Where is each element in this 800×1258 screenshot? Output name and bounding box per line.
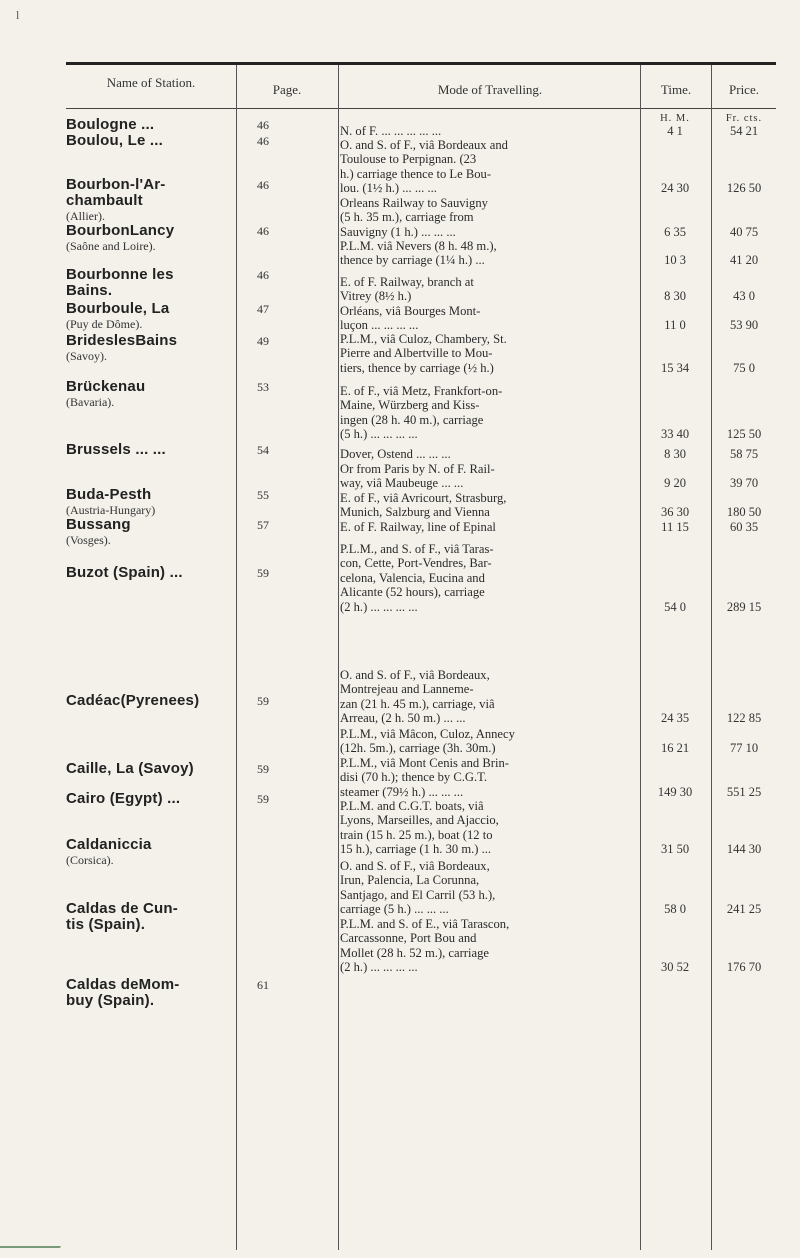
route-price: 551 25 bbox=[726, 784, 762, 799]
station-name: Bourboule, La bbox=[66, 300, 170, 317]
route-line: Alicante (52 hours), carriage bbox=[340, 585, 485, 600]
route-time: 4 1 bbox=[667, 124, 683, 138]
route-line: luçon ... ... ... ... bbox=[340, 318, 419, 333]
route-time: 11 15 bbox=[661, 520, 689, 534]
route-description bbox=[340, 917, 640, 975]
route-description bbox=[340, 668, 640, 726]
station-entry bbox=[66, 133, 163, 149]
route-price: 122 85 bbox=[726, 711, 762, 726]
header-page: Page. bbox=[272, 82, 302, 97]
page-number: 54 bbox=[257, 443, 269, 457]
route-line: (12h. 5m.), carriage (3h. 30m.) bbox=[340, 741, 496, 756]
station-entry bbox=[66, 267, 174, 299]
route-price: 39 70 bbox=[729, 476, 759, 491]
route-line: Maine, Würzberg and Kiss- bbox=[340, 398, 480, 413]
route-line: ingen (28 h. 40 m.), carriage bbox=[340, 412, 484, 427]
route-time: 24 30 bbox=[660, 181, 690, 196]
station-name: Cairo (Egypt) ... bbox=[66, 790, 181, 807]
route-description bbox=[340, 124, 640, 138]
station-entry bbox=[66, 117, 154, 133]
route-description bbox=[340, 196, 640, 239]
route-price: 125 50 bbox=[726, 427, 762, 442]
route-time: 8 30 bbox=[664, 447, 686, 461]
station-name-cont: Bains. bbox=[66, 282, 113, 299]
column-divider bbox=[338, 65, 339, 1250]
route-line: Carcassonne, Port Bou and bbox=[340, 931, 477, 946]
route-line: E. of F. Railway, branch at bbox=[340, 275, 474, 289]
route-price: 58 75 bbox=[729, 447, 759, 461]
route-line: Irun, Palencia, La Corunna, bbox=[340, 873, 480, 888]
page-number: 46 bbox=[257, 268, 269, 282]
route-price: 126 50 bbox=[726, 181, 762, 196]
route-line: O. and S. of F., viâ Bordeaux, bbox=[340, 668, 490, 682]
route-line: Montrejeau and Lanneme- bbox=[340, 682, 474, 697]
route-line: Mollet (28 h. 52 m.), carriage bbox=[340, 945, 489, 960]
station-region: (Bavaria). bbox=[66, 395, 115, 409]
station-name-cont: tis (Spain). bbox=[66, 916, 146, 933]
route-description bbox=[340, 304, 640, 333]
page-number: 61 bbox=[257, 978, 269, 992]
station-entry bbox=[66, 442, 166, 458]
route-line: (2 h.) ... ... ... ... bbox=[340, 960, 418, 975]
route-description bbox=[340, 799, 640, 857]
station-entry bbox=[66, 693, 199, 709]
route-line: (5 h. 35 m.), carriage from bbox=[340, 210, 474, 225]
station-entry bbox=[66, 379, 145, 409]
station-name-cont: chambault bbox=[66, 192, 143, 209]
route-price: 75 0 bbox=[733, 360, 755, 375]
route-line: zan (21 h. 45 m.), carriage, viâ bbox=[340, 696, 495, 711]
station-entry bbox=[66, 977, 179, 1009]
route-line: train (15 h. 25 m.), boat (12 to bbox=[340, 827, 493, 842]
station-name: Caldas de Cun- bbox=[66, 900, 178, 917]
route-line: E. of F., viâ Metz, Frankfort-on- bbox=[340, 384, 503, 398]
route-description bbox=[340, 520, 640, 534]
route-line: Munich, Salzburg and Vienna bbox=[340, 505, 490, 520]
station-entry bbox=[66, 487, 155, 517]
station-entry bbox=[66, 301, 169, 331]
route-line: Or from Paris by N. of F. Rail- bbox=[340, 462, 495, 476]
route-line: E. of F. Railway, line of Epinal bbox=[340, 520, 496, 534]
station-name: Brussels ... ... bbox=[66, 441, 166, 458]
station-name-cont: buy (Spain). bbox=[66, 992, 155, 1009]
route-line: disi (70 h.); thence by C.G.T. bbox=[340, 770, 488, 785]
station-name: BrideslesBains bbox=[66, 332, 178, 349]
station-entry bbox=[66, 837, 152, 867]
route-line: Lyons, Marseilles, and Ajaccio, bbox=[340, 813, 499, 828]
route-time: 149 30 bbox=[657, 784, 693, 799]
route-price: 54 21 bbox=[729, 124, 759, 138]
route-time: 10 3 bbox=[664, 253, 686, 268]
route-line: h.) carriage thence to Le Bou- bbox=[340, 166, 492, 181]
route-line: carriage (5 h.) ... ... ... bbox=[340, 902, 449, 917]
route-line: thence by carriage (1¼ h.) ... bbox=[340, 253, 485, 268]
station-name: Bourbonne les bbox=[66, 266, 174, 283]
route-description bbox=[340, 859, 640, 917]
station-name: Caldaniccia bbox=[66, 836, 152, 853]
route-price: 60 35 bbox=[729, 520, 759, 534]
station-entry bbox=[66, 791, 180, 807]
route-description bbox=[340, 542, 640, 614]
route-time: 16 21 bbox=[660, 741, 690, 756]
route-line: O. and S. of F., viâ Bordeaux, bbox=[340, 859, 490, 873]
station-entry bbox=[66, 901, 178, 933]
route-line: con, Cette, Port-Vendres, Bar- bbox=[340, 556, 492, 571]
route-price: 41 20 bbox=[729, 253, 759, 268]
station-region: (Vosges). bbox=[66, 533, 111, 547]
route-line: P.L.M., viâ Mâcon, Culoz, Annecy bbox=[340, 727, 515, 741]
route-description bbox=[340, 275, 640, 304]
route-time: 24 35 bbox=[660, 711, 690, 726]
route-line: (5 h.) ... ... ... ... bbox=[340, 427, 418, 442]
station-entry bbox=[66, 223, 174, 253]
header-rule bbox=[66, 108, 776, 109]
route-price: 77 10 bbox=[729, 741, 759, 756]
route-line: lou. (1½ h.) ... ... ... bbox=[340, 181, 437, 196]
page-number: 49 bbox=[257, 334, 269, 348]
route-price: 289 15 bbox=[726, 599, 762, 614]
route-description bbox=[340, 332, 640, 375]
route-time: 8 30 bbox=[664, 289, 686, 304]
station-region: (Allier). bbox=[66, 209, 105, 223]
page-number: 46 bbox=[257, 118, 269, 132]
route-line: P.L.M., and S. of F., viâ Taras- bbox=[340, 542, 494, 556]
page-number: 46 bbox=[257, 134, 269, 148]
route-line: steamer (79½ h.) ... ... ... bbox=[340, 784, 464, 799]
header-price: Price. bbox=[729, 82, 759, 97]
station-name: Cadéac(Pyrenees) bbox=[66, 692, 200, 709]
station-region: (Austria-Hungary) bbox=[66, 503, 156, 517]
route-time: 9 20 bbox=[664, 476, 686, 491]
page-marker: l bbox=[16, 8, 20, 22]
route-line: P.L.M. viâ Nevers (8 h. 48 m.), bbox=[340, 239, 497, 253]
route-time: 11 0 bbox=[664, 318, 686, 333]
station-entry bbox=[66, 761, 194, 777]
price-unit: Fr. cts. bbox=[725, 113, 763, 124]
page-number: 59 bbox=[257, 694, 269, 708]
route-description bbox=[340, 462, 640, 491]
page-number: 55 bbox=[257, 488, 269, 502]
route-description bbox=[340, 239, 640, 268]
column-divider bbox=[236, 65, 237, 1250]
page-number: 46 bbox=[257, 224, 269, 238]
route-line: N. of F. ... ... ... ... ... bbox=[340, 124, 442, 138]
station-name: Buzot (Spain) ... bbox=[66, 564, 183, 581]
station-name: Caille, La (Savoy) bbox=[66, 760, 194, 777]
column-divider bbox=[640, 65, 641, 1250]
page-number: 59 bbox=[257, 762, 269, 776]
route-description bbox=[340, 756, 640, 799]
route-price: 176 70 bbox=[726, 960, 762, 975]
route-line: P.L.M., viâ Mont Cenis and Brin- bbox=[340, 756, 509, 770]
route-time: 15 34 bbox=[660, 360, 690, 375]
route-line: P.L.M. and C.G.T. boats, viâ bbox=[340, 799, 484, 813]
route-time: 6 35 bbox=[664, 224, 686, 239]
route-time: 31 50 bbox=[660, 842, 690, 857]
station-region: (Corsica). bbox=[66, 853, 114, 867]
page-number: 59 bbox=[257, 792, 269, 806]
page-number: 46 bbox=[257, 178, 269, 192]
route-description bbox=[340, 384, 640, 442]
page-number: 47 bbox=[257, 302, 269, 316]
station-entry bbox=[66, 177, 165, 223]
station-name: Bourbon-l'Ar- bbox=[66, 176, 166, 193]
page-number: 59 bbox=[257, 566, 269, 580]
route-time: 36 30 bbox=[660, 505, 690, 520]
route-description bbox=[340, 138, 640, 196]
route-line: Vitrey (8½ h.) bbox=[340, 289, 412, 304]
header-mode: Mode of Travelling. bbox=[437, 82, 543, 97]
route-line: Toulouse to Perpignan. (23 bbox=[340, 152, 477, 167]
top-rule bbox=[66, 62, 776, 65]
header-station: Name of Station. bbox=[106, 75, 196, 90]
route-line: Pierre and Albertville to Mou- bbox=[340, 346, 493, 361]
route-time: 30 52 bbox=[660, 960, 690, 975]
station-region: (Puy de Dôme). bbox=[66, 317, 143, 331]
station-name: Buda-Pesth bbox=[66, 486, 152, 503]
station-name: Boulou, Le ... bbox=[66, 132, 163, 149]
route-line: way, viâ Maubeuge ... ... bbox=[340, 476, 464, 491]
route-line: (2 h.) ... ... ... ... bbox=[340, 599, 418, 614]
route-time: 54 0 bbox=[664, 599, 686, 614]
route-line: Santjago, and El Carril (53 h.), bbox=[340, 887, 496, 902]
route-line: Dover, Ostend ... ... ... bbox=[340, 447, 451, 461]
page-number: 53 bbox=[257, 380, 269, 394]
station-region: (Saône and Loire). bbox=[66, 239, 156, 253]
route-line: Orleans Railway to Sauvigny bbox=[340, 196, 488, 210]
route-price: 40 75 bbox=[729, 224, 759, 239]
route-price: 241 25 bbox=[726, 902, 762, 917]
station-region: (Savoy). bbox=[66, 349, 107, 363]
station-entry bbox=[66, 517, 131, 547]
route-description bbox=[340, 491, 640, 520]
column-divider bbox=[711, 65, 712, 1250]
station-entry bbox=[66, 565, 183, 581]
header-time: Time. bbox=[660, 82, 692, 97]
station-entry bbox=[66, 333, 177, 363]
route-line: tiers, thence by carriage (½ h.) bbox=[340, 360, 494, 375]
route-description bbox=[340, 727, 640, 756]
route-description bbox=[340, 447, 640, 461]
route-line: E. of F., viâ Avricourt, Strasburg, bbox=[340, 491, 507, 505]
route-line: P.L.M., viâ Culoz, Chambery, St. bbox=[340, 332, 507, 346]
station-name: Caldas deMom- bbox=[66, 976, 180, 993]
station-name: BourbonLancy bbox=[66, 222, 175, 239]
route-time: 33 40 bbox=[660, 427, 690, 442]
station-name: Boulogne ... bbox=[66, 116, 155, 133]
route-price: 43 0 bbox=[733, 289, 755, 304]
station-name: Bussang bbox=[66, 516, 131, 533]
page-corner bbox=[0, 1246, 61, 1258]
route-time: 58 0 bbox=[664, 902, 686, 917]
page-number: 57 bbox=[257, 518, 269, 532]
route-line: Arreau, (2 h. 50 m.) ... ... bbox=[340, 711, 466, 726]
route-line: Orléans, viâ Bourges Mont- bbox=[340, 304, 481, 318]
station-name: Brückenau bbox=[66, 378, 146, 395]
route-price: 144 30 bbox=[726, 842, 762, 857]
route-price: 53 90 bbox=[729, 318, 759, 333]
route-line: 15 h.), carriage (1 h. 30 m.) ... bbox=[340, 842, 492, 857]
route-line: Sauvigny (1 h.) ... ... ... bbox=[340, 224, 456, 239]
route-line: P.L.M. and S. of E., viâ Tarascon, bbox=[340, 917, 510, 931]
route-line: celona, Valencia, Eucina and bbox=[340, 570, 485, 585]
route-line: O. and S. of F., viâ Bordeaux and bbox=[340, 138, 508, 152]
route-price: 180 50 bbox=[726, 505, 762, 520]
time-unit: H. M. bbox=[660, 113, 690, 124]
